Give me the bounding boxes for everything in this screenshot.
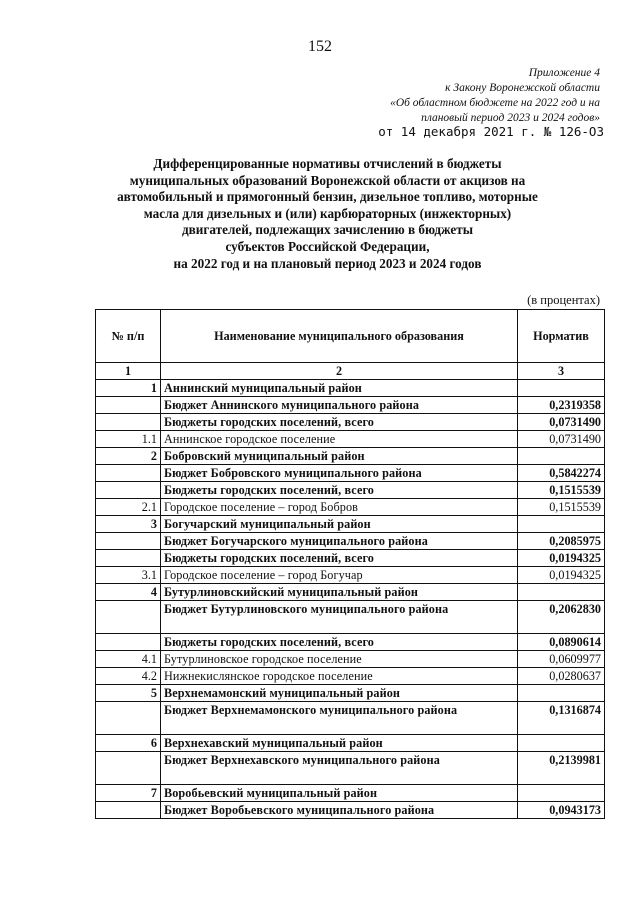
row-number: 6 xyxy=(96,735,161,752)
row-value: 0,0194325 xyxy=(518,567,605,584)
row-number: 3 xyxy=(96,516,161,533)
table-row xyxy=(96,482,605,499)
row-value: 0,2062830 xyxy=(518,601,605,634)
row-name: Аннинское городское поселение xyxy=(161,431,518,448)
table-row xyxy=(96,702,605,735)
table-row xyxy=(96,668,605,685)
table-row xyxy=(96,397,605,414)
title-line: субъектов Российской Федерации, xyxy=(225,238,430,254)
header-name: Наименование муниципального образования xyxy=(161,310,518,363)
row-value xyxy=(518,584,605,601)
title-line: автомобильный и прямогонный бензин, дизельное топливо, моторные xyxy=(117,189,538,205)
row-name: Бюджет Воробьевского муниципального района xyxy=(161,802,518,819)
row-number: 4.2 xyxy=(96,668,161,685)
row-name: Бюджет Верхнемамонского муниципального района xyxy=(161,702,518,735)
table-row xyxy=(96,431,605,448)
row-name: Бюджет Бутурлиновского муниципального района xyxy=(161,601,518,634)
appendix-header xyxy=(280,66,600,126)
table-row xyxy=(96,634,605,651)
row-value: 0,2085975 xyxy=(518,533,605,550)
row-name: Городское поселение – город Богучар xyxy=(161,567,518,584)
row-name: Бюджеты городских поселений, всего xyxy=(161,414,518,431)
row-name: Бутурлиновскийский муниципальный район xyxy=(161,584,518,601)
row-value: 0,2319358 xyxy=(518,397,605,414)
row-name: Городское поселение – город Бобров xyxy=(161,499,518,516)
table-row xyxy=(96,802,605,819)
row-name: Нижнекислянское городское поселение xyxy=(161,668,518,685)
title-line: двигателей, подлежащих зачислению в бюджеты xyxy=(181,222,474,238)
page-number: 152 xyxy=(308,38,332,55)
table-row xyxy=(96,533,605,550)
row-number xyxy=(96,752,161,785)
law-date-stamp: от 14 декабря 2021 г. № 126-ОЗ xyxy=(378,124,604,139)
table-row xyxy=(96,785,605,802)
row-value: 0,1316874 xyxy=(518,702,605,735)
row-number xyxy=(96,533,161,550)
column-index-row xyxy=(96,363,605,380)
table-row xyxy=(96,651,605,668)
title-line: на 2022 год и на плановый период 2023 и 2024 годов xyxy=(173,255,482,271)
row-number: 3.1 xyxy=(96,567,161,584)
row-number xyxy=(96,397,161,414)
header-value: Норматив xyxy=(518,310,605,363)
row-number xyxy=(96,702,161,735)
row-value: 0,0194325 xyxy=(518,550,605,567)
row-value xyxy=(518,448,605,465)
row-value xyxy=(518,685,605,702)
row-number: 5 xyxy=(96,685,161,702)
row-name: Бюджет Богучарского муниципального района xyxy=(161,533,518,550)
row-value xyxy=(518,516,605,533)
table-row xyxy=(96,499,605,516)
appendix-line: «Об областном бюджете на 2022 год и на xyxy=(390,97,600,109)
table-row xyxy=(96,516,605,533)
index-cell: 2 xyxy=(161,363,518,380)
table-row xyxy=(96,448,605,465)
row-number xyxy=(96,550,161,567)
title-line: Дифференцированные нормативы отчислений в бюджеты xyxy=(153,156,502,171)
row-value: 0,0609977 xyxy=(518,651,605,668)
title-line: муниципальных образований Воронежской области от акцизов на xyxy=(129,172,526,188)
row-value: 0,5842274 xyxy=(518,465,605,482)
row-value: 0,0943173 xyxy=(518,802,605,819)
table-row xyxy=(96,601,605,634)
row-name: Бутурлиновское городское поселение xyxy=(161,651,518,668)
row-number xyxy=(96,482,161,499)
row-number xyxy=(96,465,161,482)
row-number: 4.1 xyxy=(96,651,161,668)
table-row xyxy=(96,735,605,752)
row-number xyxy=(96,802,161,819)
row-number xyxy=(96,634,161,651)
row-value xyxy=(518,735,605,752)
norms-table xyxy=(95,309,605,819)
row-name: Богучарский муниципальный район xyxy=(161,516,518,533)
row-number xyxy=(96,414,161,431)
appendix-line: к Закону Воронежской области xyxy=(445,82,600,94)
appendix-line: плановый период 2023 и 2024 годов» xyxy=(421,112,600,124)
row-name: Бобровский муниципальный район xyxy=(161,448,518,465)
index-cell: 3 xyxy=(518,363,605,380)
row-value: 0,0731490 xyxy=(518,431,605,448)
header-number: № п/п xyxy=(96,310,161,363)
row-value: 0,0731490 xyxy=(518,414,605,431)
row-name: Аннинский муниципальный район xyxy=(161,380,518,397)
row-number: 7 xyxy=(96,785,161,802)
row-name: Верхнемамонский муниципальный район xyxy=(161,685,518,702)
table-row xyxy=(96,752,605,785)
row-number: 1 xyxy=(96,380,161,397)
row-name: Бюджет Аннинского муниципального района xyxy=(161,397,518,414)
table-row xyxy=(96,550,605,567)
index-cell: 1 xyxy=(96,363,161,380)
table-row xyxy=(96,465,605,482)
row-number: 2.1 xyxy=(96,499,161,516)
row-number: 1.1 xyxy=(96,431,161,448)
table-row xyxy=(96,414,605,431)
table-row xyxy=(96,380,605,397)
row-value xyxy=(518,380,605,397)
row-number xyxy=(96,601,161,634)
table-row xyxy=(96,567,605,584)
row-value: 0,1515539 xyxy=(518,482,605,499)
row-value: 0,1515539 xyxy=(518,499,605,516)
row-name: Бюджеты городских поселений, всего xyxy=(161,550,518,567)
document-title xyxy=(95,156,560,272)
row-name: Верхнехавский муниципальный район xyxy=(161,735,518,752)
row-value: 0,0890614 xyxy=(518,634,605,651)
row-name: Воробьевский муниципальный район xyxy=(161,785,518,802)
title-line: масла для дизельных и (или) карбюраторных (инжекторных) xyxy=(143,205,512,221)
unit-note: (в процентах) xyxy=(527,293,600,307)
row-value: 0,2139981 xyxy=(518,752,605,785)
table-row xyxy=(96,584,605,601)
table-row xyxy=(96,685,605,702)
row-name: Бюджет Верхнехавского муниципального района xyxy=(161,752,518,785)
row-name: Бюджет Бобровского муниципального района xyxy=(161,465,518,482)
row-value xyxy=(518,785,605,802)
row-name: Бюджеты городских поселений, всего xyxy=(161,634,518,651)
row-number: 4 xyxy=(96,584,161,601)
row-name: Бюджеты городских поселений, всего xyxy=(161,482,518,499)
row-value: 0,0280637 xyxy=(518,668,605,685)
appendix-line: Приложение 4 xyxy=(528,67,600,79)
row-number: 2 xyxy=(96,448,161,465)
